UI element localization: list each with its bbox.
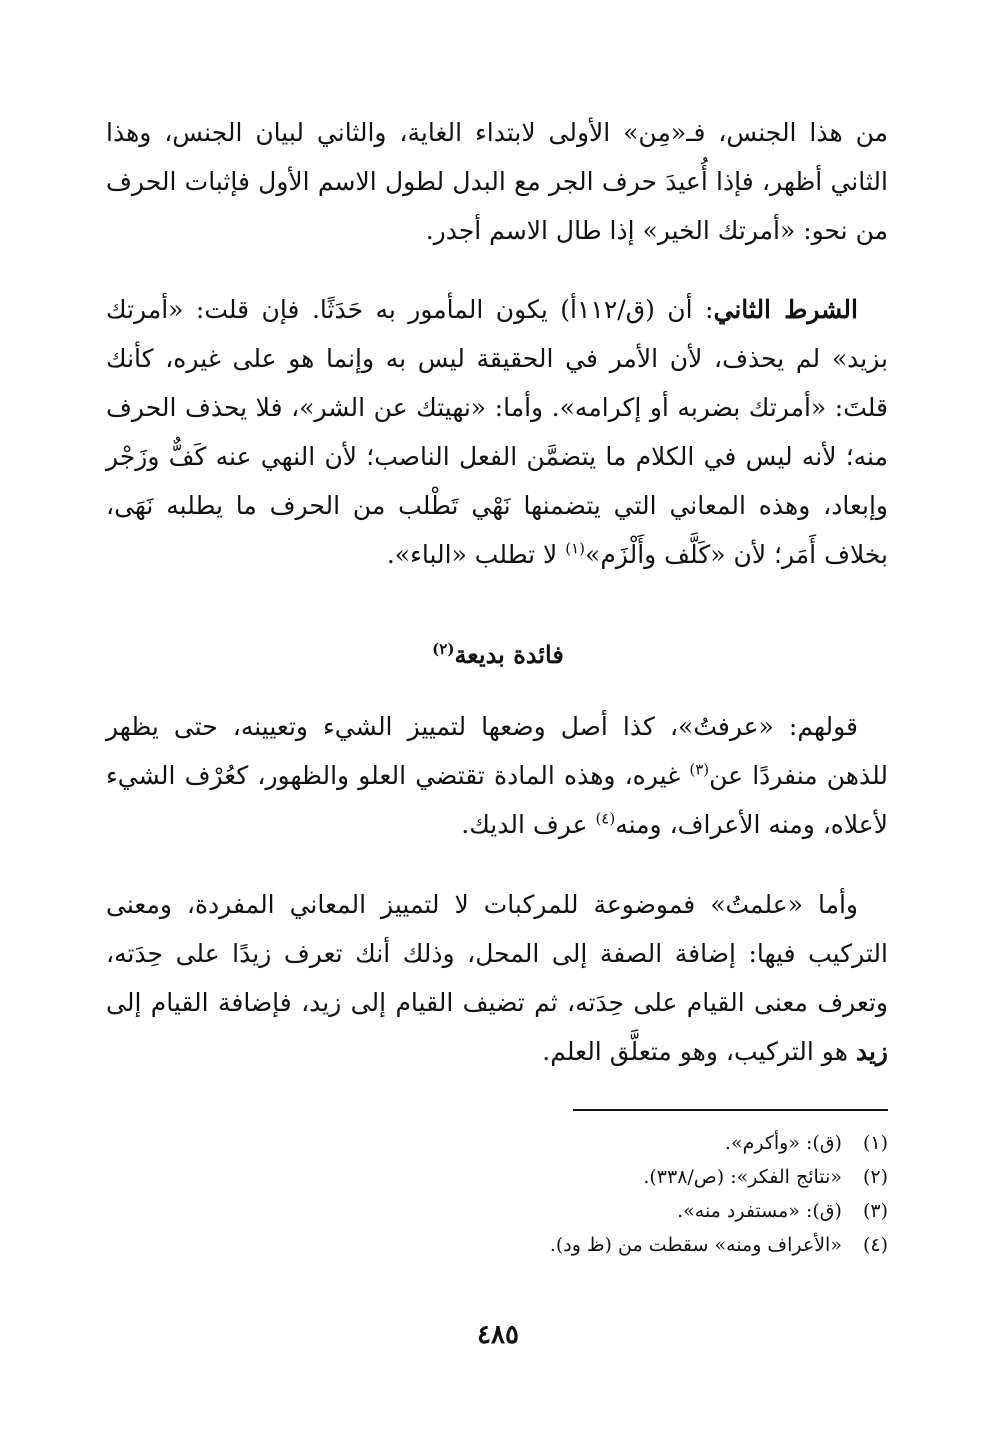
footnote-number: (٤) xyxy=(862,1234,888,1256)
footnote-ref-3: (٣) xyxy=(689,760,710,779)
footnote-4 xyxy=(106,1228,888,1262)
paragraph-3-end: عرف الديك. xyxy=(461,810,596,839)
footnote-1 xyxy=(106,1126,888,1160)
footnote-text: (ق): «مستفرد منه». xyxy=(677,1200,842,1222)
footnote-number: (٣) xyxy=(862,1200,888,1222)
paragraph-3 xyxy=(106,702,888,849)
paragraph-2-end: لا تطلب «الباء». xyxy=(386,540,566,569)
paragraph-1 xyxy=(106,108,888,255)
page-number: ٤٨٥ xyxy=(477,1320,519,1350)
paragraph-4-text: وأما «علمتُ» فموضوعة للمركبات لا لتمييز المعاني المفردة، ومعنى التركيب فيها: إضافة الصفة إلى المحل، وذلك أنك تعرف زيدًا على حِدَته، وتعرف معنى القيام على حِدَته، ثم تضيف القيام إلى زيد، فإضافة القيام إلى xyxy=(106,890,888,1017)
section-heading xyxy=(0,640,996,669)
paragraph-3-middle: غيره، وهذه المادة تقتضي العلو والظهور، كعُرْف الشيء لأعلاه، ومنه الأعراف، ومنه xyxy=(106,761,888,839)
section-heading-text: فائدة بديعة xyxy=(454,640,564,669)
paragraph-1-text: من هذا الجنس، فـ«مِن» الأولى لابتداء الغاية، والثاني لبيان الجنس، وهذا الثاني أظهر، فإذا أُعيدَ حرف الجر مع البدل لطول الاسم الأول فإثبات الحرف من نحو: «أمرتك الخير» إذا طال الاسم أجدر. xyxy=(106,118,888,245)
footnote-ref-2: (٢) xyxy=(432,640,455,658)
condition-heading: الشرط الثاني xyxy=(713,295,858,324)
paragraph-2-text: : أن (ق/١١٢أ) يكون المأمور به حَدَثًا. فإن قلت: «أمرتك بزيد» لم يحذف، لأن الأمر في الحقيقة ليس به وإنما هو على غيره، كأنك قلتَ: «أمرتك بضربه أو إكرامه». وأما: «نهيتك عن الشر»، فلا يحذف الحرف منه؛ لأنه ليس في الكلام ما يتضمَّن الفعل الناصب؛ لأن النهي عنه كَفٌّ وزَجْر وإبعاد، وهذه المعاني التي يتضمنها نَهْي تَطْلب من الحرف ما يطلبه نَهَى، بخلاف أَمَر؛ لأن «كَلَّف وأَلْزَم» xyxy=(106,295,888,569)
footnote-3 xyxy=(106,1194,888,1228)
footnote-ref-1: (١) xyxy=(565,539,586,558)
footnote-number: (١) xyxy=(862,1132,888,1154)
footnote-divider xyxy=(573,1109,888,1111)
footnote-ref-4: (٤) xyxy=(595,809,616,828)
footnote-text: «الأعراف ومنه» سقطت من (ظ ود). xyxy=(549,1234,842,1256)
footnote-text: «نتائج الفكر»: (ص/٣٣٨). xyxy=(643,1166,842,1188)
paragraph-3-text: قولهم: «عرفتُ»، كذا أصل وضعها لتمييز الشيء وتعيينه، حتى يظهر للذهن منفردًا عن xyxy=(106,712,889,790)
footnotes xyxy=(106,1126,888,1262)
paragraph-4-bold-word: زيد xyxy=(855,1037,888,1066)
footnote-number: (٢) xyxy=(862,1166,888,1188)
paragraph-4 xyxy=(106,880,888,1076)
paragraph-4-end: هو التركيب، وهو متعلَّق العلم. xyxy=(542,1037,856,1066)
footnote-2 xyxy=(106,1160,888,1194)
paragraph-2 xyxy=(106,285,888,579)
footnote-text: (ق): «وأكرم». xyxy=(724,1132,842,1154)
